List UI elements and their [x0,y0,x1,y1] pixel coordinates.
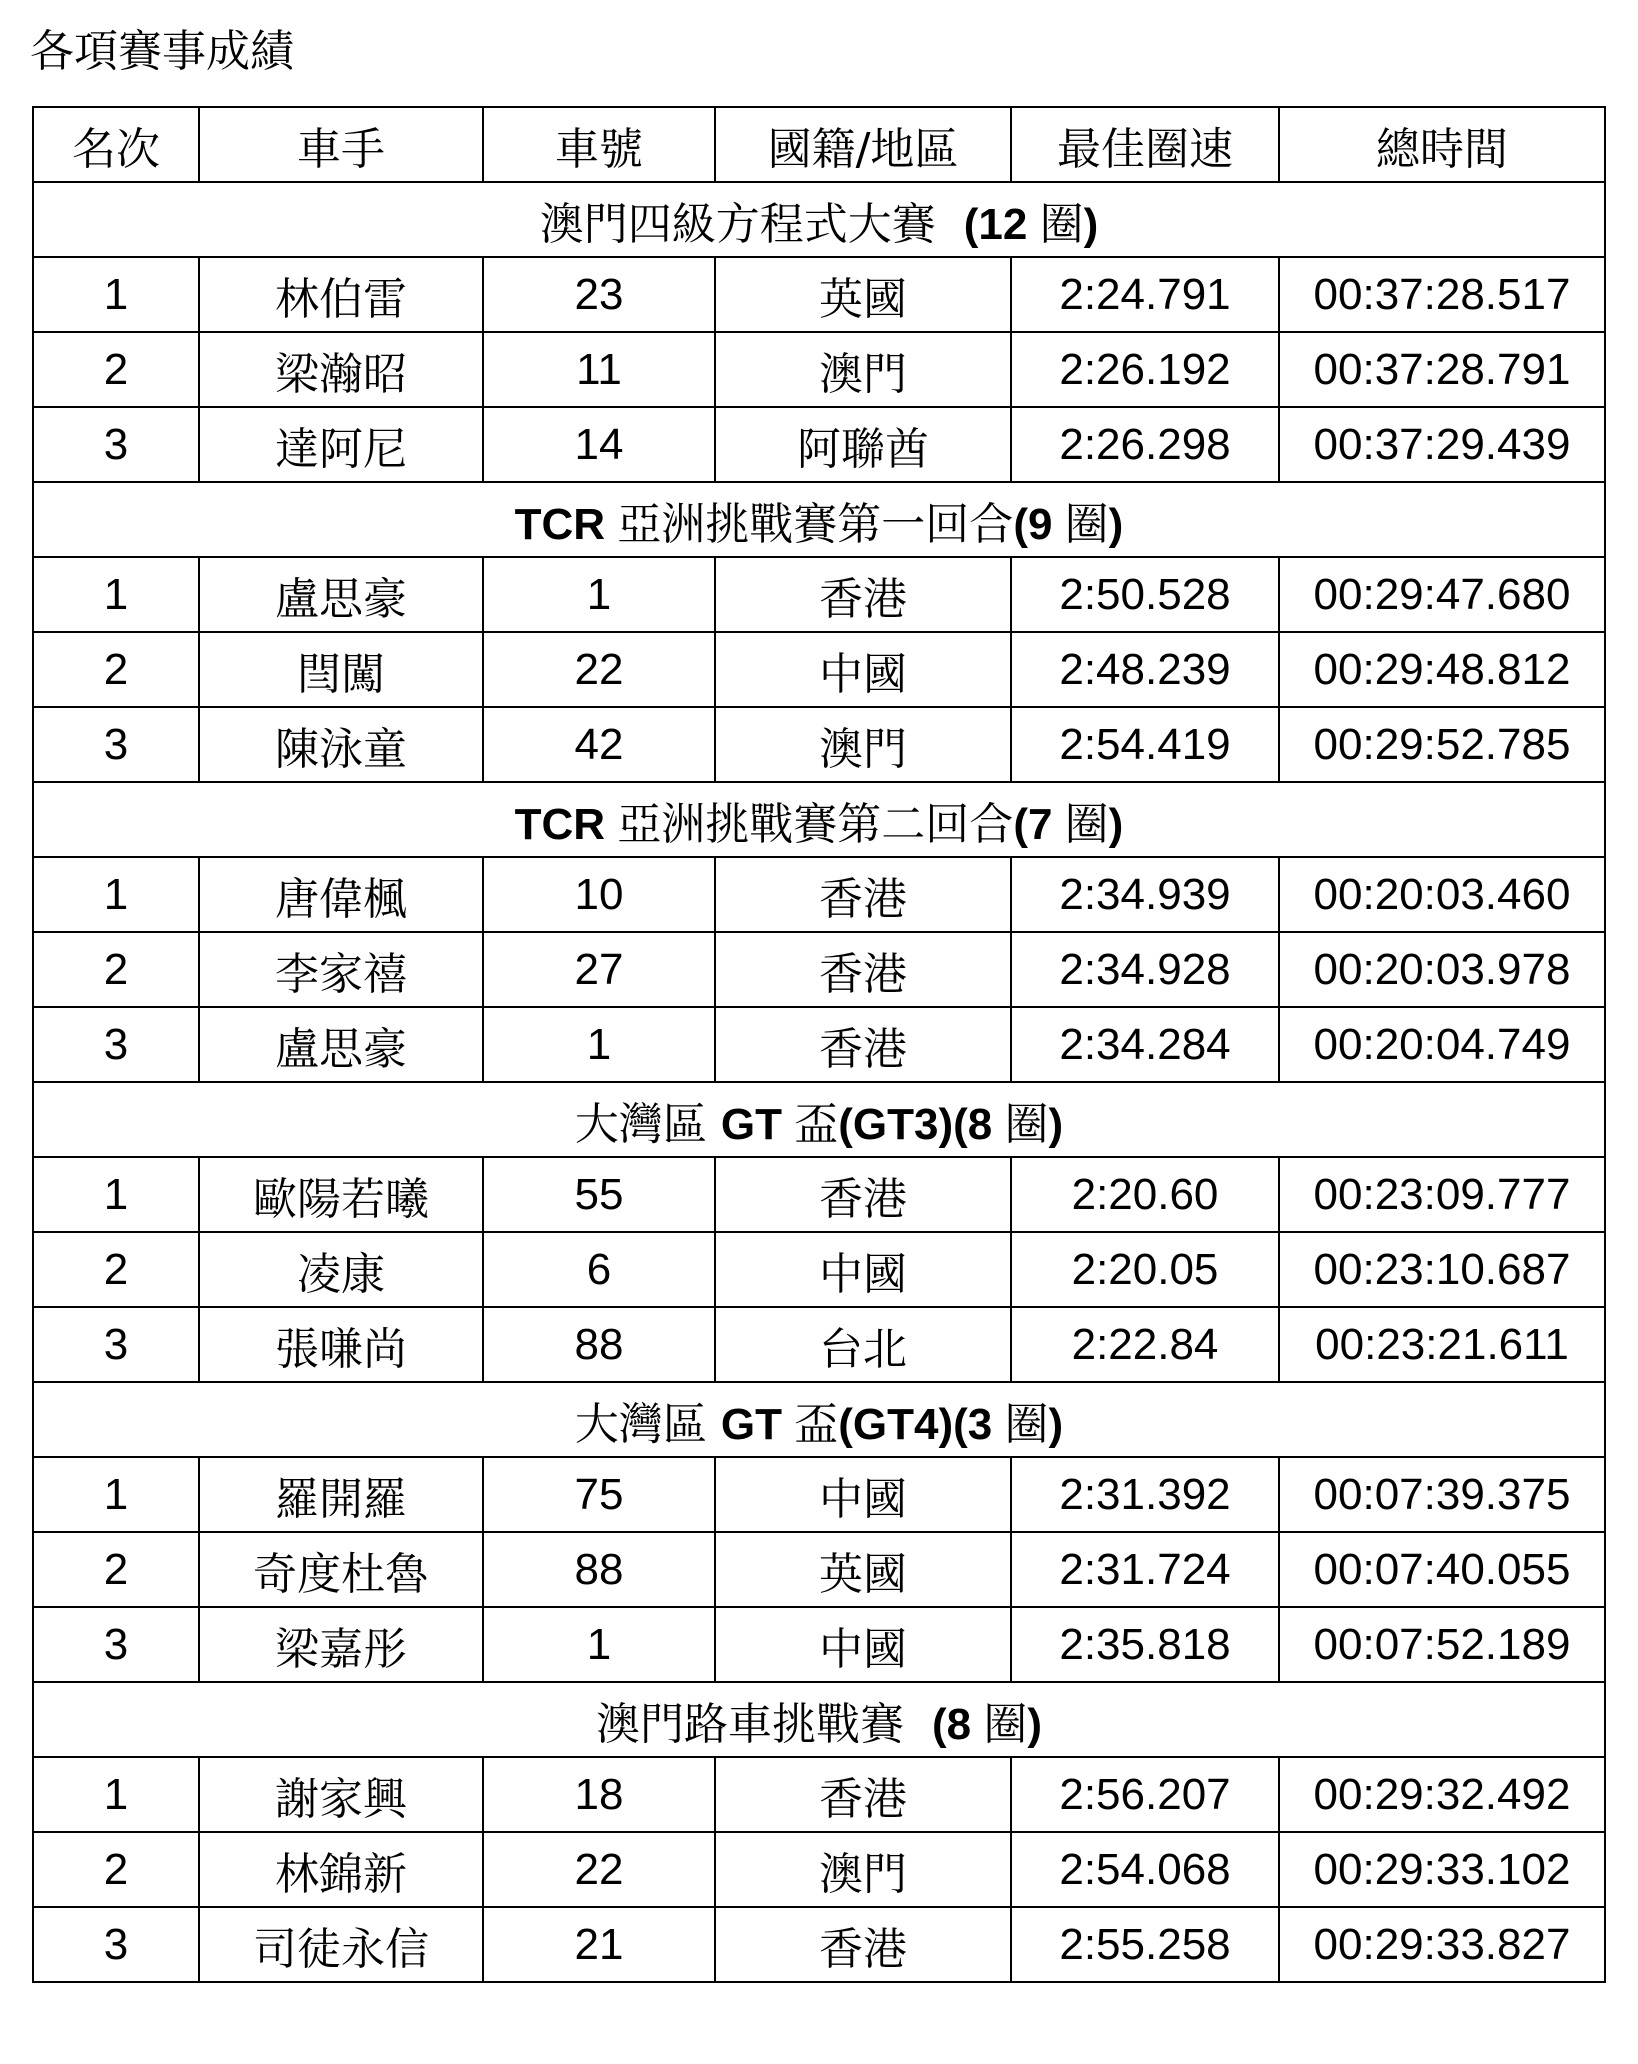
rank-cell: 3 [33,1307,199,1382]
best-lap-cell: 2:26.298 [1011,407,1279,482]
total-time-cell: 00:23:09.777 [1279,1157,1605,1232]
nationality-cell: 英國 [715,257,1011,332]
section-title-part: 澳門四級方程式大賽 [539,198,964,250]
driver-cell: 林伯雷 [199,257,483,332]
total-time-cell: 00:07:40.055 [1279,1532,1605,1607]
car-number-cell: 1 [483,1007,715,1082]
section-title-part: (GT3)(8 [838,1099,1005,1149]
car-number-cell: 27 [483,932,715,1007]
nationality-cell: 香港 [715,1007,1011,1082]
section-title-part: 盃 [794,1398,839,1450]
best-lap-cell: 2:56.207 [1011,1757,1279,1832]
driver-cell: 盧思豪 [199,557,483,632]
rank-cell: 2 [33,332,199,407]
driver-cell: 司徒永信 [199,1907,483,1982]
driver-cell: 羅開羅 [199,1457,483,1532]
section-title-part: (GT4)(3 [838,1399,1005,1449]
best-lap-cell: 2:48.239 [1011,632,1279,707]
car-number-cell: 14 [483,407,715,482]
rank-cell: 3 [33,1907,199,1982]
section-title-part: ) [1083,199,1099,249]
table-row [33,857,1605,932]
nationality-cell: 香港 [715,857,1011,932]
best-lap-cell: 2:31.392 [1011,1457,1279,1532]
section-title-part: ) [1048,1399,1064,1449]
driver-cell: 謝家興 [199,1757,483,1832]
section-title [33,182,1605,257]
car-number-cell: 88 [483,1307,715,1382]
section-title-part: 圈 [1064,798,1109,850]
total-time-cell: 00:37:29.439 [1279,407,1605,482]
best-lap-cell: 2:34.928 [1011,932,1279,1007]
results-table [32,106,1606,1983]
table-row [33,1307,1605,1382]
nationality-cell: 阿聯酋 [715,407,1011,482]
car-number-cell: 22 [483,1832,715,1907]
nationality-cell: 香港 [715,1907,1011,1982]
car-number-cell: 11 [483,332,715,407]
section-title-part: 亞洲挑戰賽第一回合 [617,498,1014,550]
nationality-cell: 中國 [715,1457,1011,1532]
best-lap-cell: 2:20.05 [1011,1232,1279,1307]
best-lap-cell: 2:34.284 [1011,1007,1279,1082]
nationality-cell: 英國 [715,1532,1011,1607]
nationality-cell: 澳門 [715,1832,1011,1907]
total-time-cell: 00:07:39.375 [1279,1457,1605,1532]
page-title: 各項賽事成績 [30,26,294,77]
section-title-part: GT [720,1399,795,1449]
best-lap-cell: 2:50.528 [1011,557,1279,632]
section-header-row [33,482,1605,557]
section-title-part: 圈 [1004,1398,1049,1450]
total-time-cell: 00:20:03.460 [1279,857,1605,932]
table-row [33,632,1605,707]
total-time-cell: 00:29:48.812 [1279,632,1605,707]
driver-cell: 梁嘉彤 [199,1607,483,1682]
rank-cell: 1 [33,557,199,632]
total-time-cell: 00:20:04.749 [1279,1007,1605,1082]
total-time-cell: 00:07:52.189 [1279,1607,1605,1682]
best-lap-cell: 2:31.724 [1011,1532,1279,1607]
table-row [33,1907,1605,1982]
driver-cell: 林錦新 [199,1832,483,1907]
driver-cell: 梁瀚昭 [199,332,483,407]
nationality-cell: 台北 [715,1307,1011,1382]
car-number-cell: 55 [483,1157,715,1232]
driver-cell: 張嗛尚 [199,1307,483,1382]
section-title-part: (7 [1013,799,1065,849]
driver-cell: 李家禧 [199,932,483,1007]
results-body [33,182,1605,1982]
section-title [33,782,1605,857]
section-title [33,1682,1605,1757]
section-title-part: GT [720,1099,795,1149]
best-lap-cell: 2:55.258 [1011,1907,1279,1982]
table-row [33,257,1605,332]
section-title-part: 盃 [794,1098,839,1150]
section-header-row [33,782,1605,857]
car-number-cell: 23 [483,257,715,332]
best-lap-cell: 2:24.791 [1011,257,1279,332]
total-time-cell: 00:29:47.680 [1279,557,1605,632]
table-row [33,557,1605,632]
table-row [33,1607,1605,1682]
section-header-row [33,182,1605,257]
total-time-cell: 00:23:10.687 [1279,1232,1605,1307]
total-time-cell: 00:29:52.785 [1279,707,1605,782]
car-number-cell: 75 [483,1457,715,1532]
section-header-row [33,1682,1605,1757]
best-lap-cell: 2:54.068 [1011,1832,1279,1907]
nationality-cell: 中國 [715,632,1011,707]
rank-cell: 2 [33,632,199,707]
table-row [33,1007,1605,1082]
section-title-part: ) [1108,799,1124,849]
rank-cell: 3 [33,707,199,782]
section-title-part: ) [1027,1699,1042,1749]
section-title [33,1382,1605,1457]
table-row [33,932,1605,1007]
section-title-part: (8 [931,1699,984,1749]
rank-cell: 2 [33,1832,199,1907]
table-row [33,1532,1605,1607]
table-row [33,1232,1605,1307]
section-title-part: 圈 [1039,198,1084,250]
car-number-cell: 42 [483,707,715,782]
total-time-cell: 00:20:03.978 [1279,932,1605,1007]
rank-cell: 1 [33,257,199,332]
best-lap-cell: 2:35.818 [1011,1607,1279,1682]
header-driver: 車手 [199,107,483,182]
section-title-part: TCR [514,499,618,549]
car-number-cell: 1 [483,557,715,632]
nationality-cell: 澳門 [715,707,1011,782]
rank-cell: 3 [33,1007,199,1082]
nationality-cell: 澳門 [715,332,1011,407]
car-number-cell: 21 [483,1907,715,1982]
rank-cell: 1 [33,1757,199,1832]
total-time-cell: 00:37:28.517 [1279,257,1605,332]
driver-cell: 陳泳童 [199,707,483,782]
driver-cell: 奇度杜魯 [199,1532,483,1607]
nationality-cell: 香港 [715,1757,1011,1832]
nationality-cell: 香港 [715,1157,1011,1232]
header-nationality: 國籍/地區 [715,107,1011,182]
driver-cell: 達阿尼 [199,407,483,482]
best-lap-cell: 2:26.192 [1011,332,1279,407]
rank-cell: 2 [33,1232,199,1307]
driver-cell: 凌康 [199,1232,483,1307]
section-title [33,482,1605,557]
section-header-row [33,1082,1605,1157]
best-lap-cell: 2:54.419 [1011,707,1279,782]
section-title-part: 亞洲挑戰賽第二回合 [617,798,1014,850]
section-title-part: ) [1048,1099,1064,1149]
nationality-cell: 香港 [715,932,1011,1007]
total-time-cell: 00:29:32.492 [1279,1757,1605,1832]
total-time-cell: 00:29:33.827 [1279,1907,1605,1982]
rank-cell: 3 [33,1607,199,1682]
rank-cell: 3 [33,407,199,482]
header-car-number: 車號 [483,107,715,182]
best-lap-cell: 2:34.939 [1011,857,1279,932]
rank-cell: 2 [33,932,199,1007]
table-row [33,1457,1605,1532]
nationality-cell: 中國 [715,1607,1011,1682]
car-number-cell: 18 [483,1757,715,1832]
header-total-time: 總時間 [1279,107,1605,182]
total-time-cell: 00:23:21.611 [1279,1307,1605,1382]
section-title-part: 圈 [1004,1098,1049,1150]
rank-cell: 2 [33,1532,199,1607]
rank-cell: 1 [33,1457,199,1532]
header-rank: 名次 [33,107,199,182]
best-lap-cell: 2:20.60 [1011,1157,1279,1232]
header-best-lap: 最佳圈速 [1011,107,1279,182]
table-row [33,1832,1605,1907]
table-row [33,1157,1605,1232]
section-title-part: 澳門路車挑戰賽 [596,1698,932,1750]
car-number-cell: 1 [483,1607,715,1682]
header-row [33,107,1605,182]
driver-cell: 歐陽若曦 [199,1157,483,1232]
section-title-part: 圈 [983,1698,1028,1750]
nationality-cell: 香港 [715,557,1011,632]
section-title-part: (9 [1013,499,1065,549]
rank-cell: 1 [33,1157,199,1232]
car-number-cell: 10 [483,857,715,932]
table-row [33,1757,1605,1832]
section-title-part: 大灣區 [574,1098,721,1150]
section-title-part: TCR [514,799,618,849]
table-row [33,332,1605,407]
driver-cell: 閆闖 [199,632,483,707]
car-number-cell: 6 [483,1232,715,1307]
driver-cell: 唐偉楓 [199,857,483,932]
table-row [33,707,1605,782]
car-number-cell: 88 [483,1532,715,1607]
total-time-cell: 00:37:28.791 [1279,332,1605,407]
section-header-row [33,1382,1605,1457]
section-title-part: (12 [963,199,1040,249]
driver-cell: 盧思豪 [199,1007,483,1082]
section-title-part: 圈 [1064,498,1109,550]
section-title [33,1082,1605,1157]
table-row [33,407,1605,482]
section-title-part: ) [1108,499,1124,549]
total-time-cell: 00:29:33.102 [1279,1832,1605,1907]
rank-cell: 1 [33,857,199,932]
nationality-cell: 中國 [715,1232,1011,1307]
car-number-cell: 22 [483,632,715,707]
best-lap-cell: 2:22.84 [1011,1307,1279,1382]
section-title-part: 大灣區 [574,1398,721,1450]
